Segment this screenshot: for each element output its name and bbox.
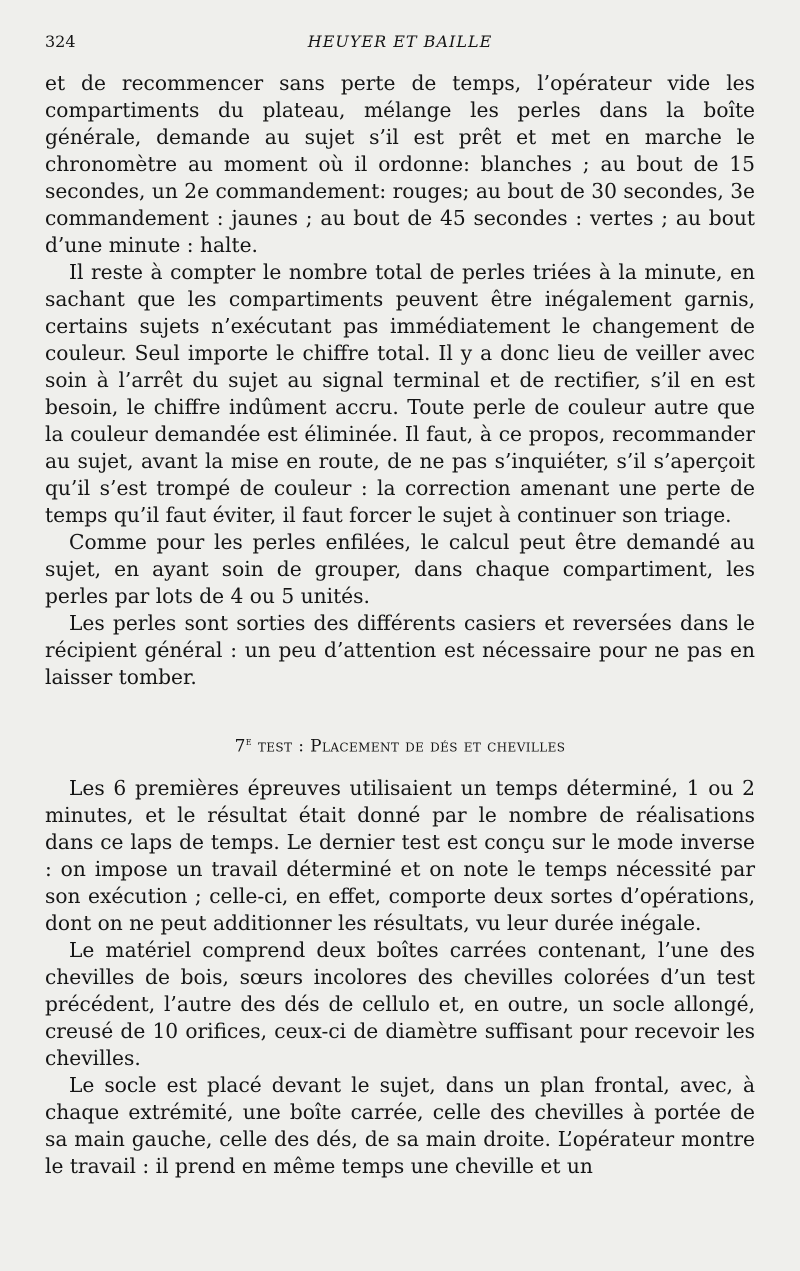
page-number: 324 — [45, 32, 76, 51]
section-number: 7 — [234, 736, 246, 757]
paragraph-4: Les perles sont sorties des différents casiers et reversées dans le récipient général : un peu d’attention est nécessaire pour ne pas en laisser tomber. — [45, 611, 755, 689]
page-header — [45, 30, 755, 56]
paragraph-1: et de recommencer sans perte de temps, l’opérateur vide les compartiments du plateau, mélange les perles dans la boîte générale, demande au sujet s’il est prêt et met en marche le chronomètre au moment où il ordonne: blanches ; au bout de 15 secondes, un 2e commandement: rouges; au bout de 30 secondes, 3e commandement : jaunes ; au bout de 45 secondes : vertes ; au bout d’une minute : halte. — [45, 71, 755, 257]
section-number-sup: e — [245, 734, 253, 748]
paragraph-5: Les 6 premières épreuves utilisaient un temps déterminé, 1 ou 2 minutes, et le résultat était donné par le nombre de réalisations dans ce laps de temps. Le dernier test est conçu sur le mode inverse : on impose un travail déterminé et on note le temps nécessité par son exécution ; celle-ci, en effet, comporte deux sortes d’opérations, dont on ne peut additionner les résultats, vu leur durée inégale. — [45, 775, 755, 935]
section-title-text: test : Placement de dés et chevilles — [252, 736, 566, 757]
running-head: HEUYER ET BAILLE — [307, 32, 493, 51]
paragraph-7: Le socle est placé devant le sujet, dans un plan frontal, avec, à chaque extrémité, une boîte carrée, celle des chevilles à portée de sa main gauche, celle des dés, de sa main droite. L’opérateur montre le travail : il prend en même temps une cheville et un — [45, 1072, 755, 1178]
page-body — [45, 70, 755, 1180]
paragraph-6: Le matériel comprend deux boîtes carrées contenant, l’une des chevilles de bois, sœurs incolores des chevilles colorées d’un test précédent, l’autre des dés de cellulo et, en outre, un socle allongé, creusé de 10 orifices, ceux-ci de diamètre suffisant pour recevoir les chevilles. — [45, 937, 755, 1070]
section-title — [45, 727, 755, 761]
paragraph-3: Comme pour les perles enfilées, le calcul peut être demandé au sujet, en ayant soin de grouper, dans chaque compartiment, les perles par lots de 4 ou 5 unités. — [45, 530, 755, 608]
paragraph-2: Il reste à compter le nombre total de perles triées à la minute, en sachant que les compartiments peuvent être inégalement garnis, certains sujets n’exécutant pas immédiatement le changement de couleur. Seul importe le chiffre total. Il y a donc lieu de veiller avec soin à l’arrêt du sujet au signal terminal et de rectifier, s’il en est besoin, le chiffre indûment accru. Toute perle de couleur autre que la couleur demandée est éliminée. Il faut, à ce propos, recommander au sujet, avant la mise en route, de ne pas s’inquiéter, s’il s’aperçoit qu’il s’est trompé de couleur : la correction amenant une perte de temps qu’il faut éviter, il faut forcer le sujet à continuer son triage. — [45, 260, 755, 527]
